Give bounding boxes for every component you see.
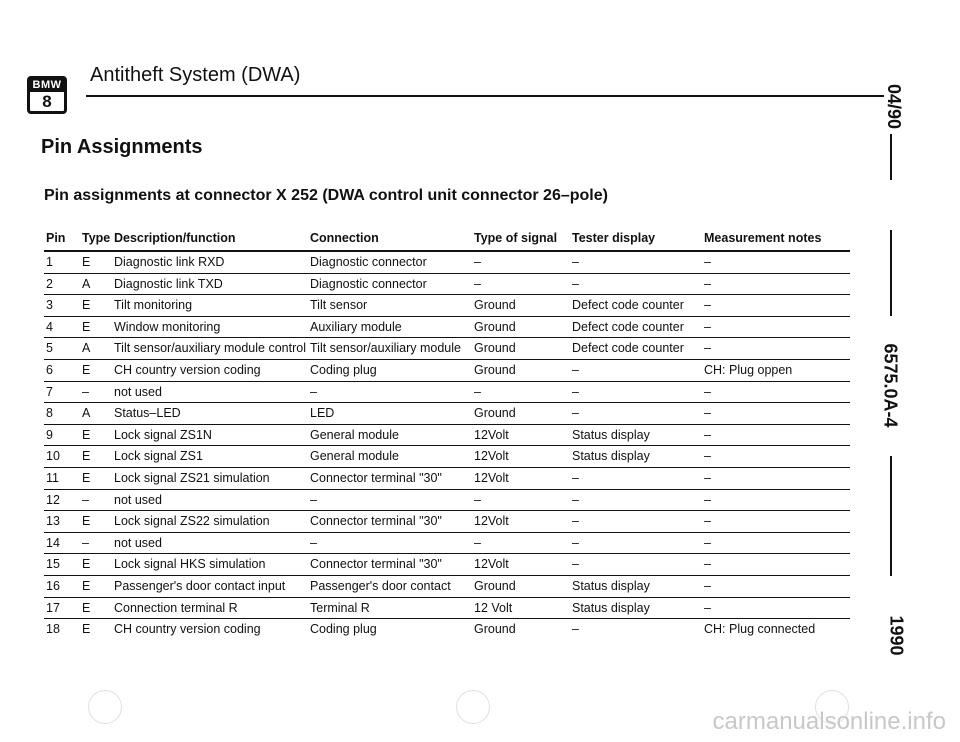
cell-signal-type: 12Volt bbox=[474, 427, 509, 442]
cell-pin: 16 bbox=[46, 578, 60, 593]
table-row bbox=[44, 403, 850, 425]
cell-tester-display: Status display bbox=[572, 427, 650, 442]
cell-measurement-notes: – bbox=[704, 341, 711, 356]
table-row bbox=[44, 490, 850, 512]
cell-signal-type: – bbox=[474, 535, 481, 550]
cell-description: Lock signal ZS21 simulation bbox=[114, 470, 270, 485]
cell-pin: 8 bbox=[46, 406, 53, 421]
cell-description: not used bbox=[114, 535, 162, 550]
cell-type: – bbox=[82, 492, 89, 507]
cell-type: A bbox=[82, 341, 91, 356]
cell-measurement-notes: – bbox=[704, 600, 711, 615]
cell-connection: – bbox=[310, 384, 317, 399]
cell-signal-type: – bbox=[474, 384, 481, 399]
binder-hole bbox=[456, 690, 490, 724]
cell-signal-type: Ground bbox=[474, 341, 516, 356]
table-row bbox=[44, 338, 850, 360]
cell-measurement-notes: – bbox=[704, 557, 711, 572]
cell-signal-type: Ground bbox=[474, 298, 516, 313]
cell-type: E bbox=[82, 600, 91, 615]
cell-description: Diagnostic link TXD bbox=[114, 276, 223, 291]
cell-type: E bbox=[82, 255, 91, 269]
cell-description: Connection terminal R bbox=[114, 600, 238, 615]
cell-signal-type: 12 Volt bbox=[474, 600, 513, 615]
cell-type: – bbox=[82, 535, 89, 550]
cell-tester-display: – bbox=[572, 622, 579, 637]
cell-description: Passenger's door contact input bbox=[114, 578, 286, 593]
cell-connection: Auxiliary module bbox=[310, 319, 402, 334]
table-row bbox=[44, 619, 850, 640]
table-row bbox=[44, 554, 850, 576]
cell-tester-display: Defect code counter bbox=[572, 298, 684, 313]
cell-type: E bbox=[82, 622, 91, 637]
cell-tester-display: – bbox=[572, 535, 579, 550]
cell-connection: General module bbox=[310, 427, 399, 442]
cell-pin: 9 bbox=[46, 427, 53, 442]
cell-pin: 12 bbox=[46, 492, 60, 507]
cell-tester-display: – bbox=[572, 362, 579, 377]
cell-type: E bbox=[82, 449, 91, 464]
table-row bbox=[44, 446, 850, 468]
cell-pin: 11 bbox=[46, 470, 59, 485]
cell-connection: Coding plug bbox=[310, 362, 377, 377]
cell-signal-type: 12Volt bbox=[474, 557, 509, 572]
cell-type: A bbox=[82, 406, 91, 421]
cell-measurement-notes: – bbox=[704, 514, 711, 529]
cell-description: Status–LED bbox=[114, 406, 181, 421]
cell-description: not used bbox=[114, 384, 162, 399]
cell-description: Lock signal ZS1N bbox=[114, 427, 212, 442]
table-row bbox=[44, 533, 850, 555]
cell-measurement-notes: – bbox=[704, 535, 711, 550]
cell-connection: Connector terminal "30" bbox=[310, 514, 442, 529]
cell-description: CH country version coding bbox=[114, 362, 261, 377]
cell-description: Tilt sensor/auxiliary module control bbox=[114, 341, 306, 356]
cell-pin: 13 bbox=[46, 514, 60, 529]
cell-connection: Connector terminal "30" bbox=[310, 470, 442, 485]
margin-doc-number: 6575.0A-4 bbox=[880, 343, 901, 428]
cell-measurement-notes: – bbox=[704, 427, 711, 442]
cell-signal-type: 12Volt bbox=[474, 514, 509, 529]
cell-connection: Diagnostic connector bbox=[310, 276, 427, 291]
header-divider bbox=[86, 95, 884, 97]
margin-date: 04/90 bbox=[884, 83, 905, 130]
cell-connection: Diagnostic connector bbox=[310, 255, 427, 269]
cell-type: E bbox=[82, 578, 91, 593]
cell-type: A bbox=[82, 276, 91, 291]
cell-signal-type: 12Volt bbox=[474, 470, 509, 485]
cell-connection: Coding plug bbox=[310, 622, 377, 637]
cell-signal-type: Ground bbox=[474, 622, 516, 637]
cell-description: Lock signal ZS1 bbox=[114, 449, 203, 464]
table-row bbox=[44, 576, 850, 598]
header-tester-display: Tester display bbox=[572, 231, 656, 245]
cell-pin: 2 bbox=[46, 276, 53, 291]
cell-tester-display: – bbox=[572, 255, 579, 269]
cell-tester-display: Defect code counter bbox=[572, 319, 684, 334]
cell-type: E bbox=[82, 298, 91, 313]
table-row bbox=[44, 274, 850, 296]
cell-pin: 3 bbox=[46, 298, 53, 313]
cell-measurement-notes: – bbox=[704, 578, 711, 593]
watermark: carmanualsonline.info bbox=[712, 708, 946, 735]
cell-pin: 4 bbox=[46, 319, 53, 334]
cell-pin: 5 bbox=[46, 341, 53, 356]
margin-year: 1990 bbox=[886, 615, 907, 656]
page-title: Pin Assignments bbox=[41, 136, 203, 158]
cell-tester-display: – bbox=[572, 492, 579, 507]
cell-measurement-notes: – bbox=[704, 255, 711, 269]
table-row bbox=[44, 598, 850, 620]
cell-pin: 17 bbox=[46, 600, 60, 615]
header-pin: Pin bbox=[46, 231, 66, 245]
cell-connection: LED bbox=[310, 406, 335, 421]
cell-pin: 14 bbox=[46, 535, 60, 550]
cell-tester-display: Defect code counter bbox=[572, 341, 684, 356]
cell-type: E bbox=[82, 514, 91, 529]
cell-measurement-notes: – bbox=[704, 470, 711, 485]
cell-signal-type: Ground bbox=[474, 362, 516, 377]
table-row bbox=[44, 295, 850, 317]
cell-pin: 1 bbox=[46, 255, 53, 269]
cell-description: CH country version coding bbox=[114, 622, 261, 637]
table-row bbox=[44, 425, 850, 447]
cell-connection: – bbox=[310, 535, 317, 550]
cell-tester-display: Status display bbox=[572, 600, 650, 615]
margin-divider bbox=[890, 134, 892, 180]
cell-tester-display: – bbox=[572, 384, 579, 399]
cell-measurement-notes: – bbox=[704, 384, 711, 399]
cell-measurement-notes: CH: Plug oppen bbox=[704, 362, 793, 377]
logo-series-number: 8 bbox=[42, 92, 52, 111]
bmw-8-logo bbox=[27, 76, 67, 114]
cell-connection: Passenger's door contact bbox=[310, 578, 451, 593]
margin-divider bbox=[890, 456, 892, 576]
cell-tester-display: Status display bbox=[572, 578, 650, 593]
binder-hole bbox=[88, 690, 122, 724]
table-body bbox=[44, 252, 850, 640]
cell-signal-type: Ground bbox=[474, 319, 516, 334]
cell-measurement-notes: – bbox=[704, 276, 711, 291]
table-row bbox=[44, 252, 850, 274]
cell-description: Window monitoring bbox=[114, 319, 221, 334]
section-title: Pin assignments at connector X 252 (DWA control unit connector 26–pole) bbox=[44, 187, 608, 204]
cell-tester-display: – bbox=[572, 557, 579, 572]
cell-signal-type: – bbox=[474, 276, 481, 291]
cell-tester-display: – bbox=[572, 470, 579, 485]
cell-description: Lock signal ZS22 simulation bbox=[114, 514, 270, 529]
cell-type: E bbox=[82, 470, 91, 485]
cell-tester-display: – bbox=[572, 276, 579, 291]
cell-measurement-notes: CH: Plug connected bbox=[704, 622, 816, 637]
table-row bbox=[44, 317, 850, 339]
cell-type: E bbox=[82, 362, 91, 377]
cell-signal-type: Ground bbox=[474, 578, 516, 593]
header-title: Antitheft System (DWA) bbox=[90, 64, 301, 86]
table-row bbox=[44, 382, 850, 404]
cell-type: E bbox=[82, 427, 91, 442]
cell-signal-type: – bbox=[474, 255, 481, 269]
cell-pin: 10 bbox=[46, 449, 60, 464]
cell-tester-display: – bbox=[572, 514, 579, 529]
cell-pin: 18 bbox=[46, 622, 60, 637]
margin-divider bbox=[890, 230, 892, 316]
cell-measurement-notes: – bbox=[704, 492, 711, 507]
cell-measurement-notes: – bbox=[704, 298, 711, 313]
cell-pin: 15 bbox=[46, 557, 60, 572]
cell-type: E bbox=[82, 557, 91, 572]
cell-measurement-notes: – bbox=[704, 319, 711, 334]
header-description: Description/function bbox=[114, 231, 236, 245]
cell-connection: Tilt sensor/auxiliary module bbox=[310, 341, 461, 356]
cell-type: E bbox=[82, 319, 91, 334]
table-row bbox=[44, 360, 850, 382]
cell-description: not used bbox=[114, 492, 162, 507]
cell-pin: 7 bbox=[46, 384, 53, 399]
cell-measurement-notes: – bbox=[704, 406, 711, 421]
cell-tester-display: Status display bbox=[572, 449, 650, 464]
cell-measurement-notes: – bbox=[704, 449, 711, 464]
cell-connection: Tilt sensor bbox=[310, 298, 368, 313]
cell-signal-type: – bbox=[474, 492, 481, 507]
cell-tester-display: – bbox=[572, 406, 579, 421]
cell-pin: 6 bbox=[46, 362, 53, 377]
cell-description: Diagnostic link RXD bbox=[114, 255, 225, 269]
cell-type: – bbox=[82, 384, 89, 399]
cell-description: Tilt monitoring bbox=[114, 298, 193, 313]
pin-assignment-table bbox=[44, 228, 850, 640]
cell-signal-type: 12Volt bbox=[474, 449, 509, 464]
cell-signal-type: Ground bbox=[474, 406, 516, 421]
cell-description: Lock signal HKS simulation bbox=[114, 557, 266, 572]
cell-connection: Terminal R bbox=[310, 600, 370, 615]
header-measurement-notes: Measurement notes bbox=[704, 231, 822, 245]
header-connection: Connection bbox=[310, 231, 379, 245]
header-type: Type bbox=[82, 231, 111, 245]
table-header-row bbox=[44, 228, 850, 252]
table-row bbox=[44, 511, 850, 533]
cell-connection: Connector terminal "30" bbox=[310, 557, 442, 572]
cell-connection: – bbox=[310, 492, 317, 507]
header-signal-type: Type of signal bbox=[474, 231, 558, 245]
table-row bbox=[44, 468, 850, 490]
cell-connection: General module bbox=[310, 449, 399, 464]
logo-brand-text: BMW bbox=[30, 79, 64, 92]
